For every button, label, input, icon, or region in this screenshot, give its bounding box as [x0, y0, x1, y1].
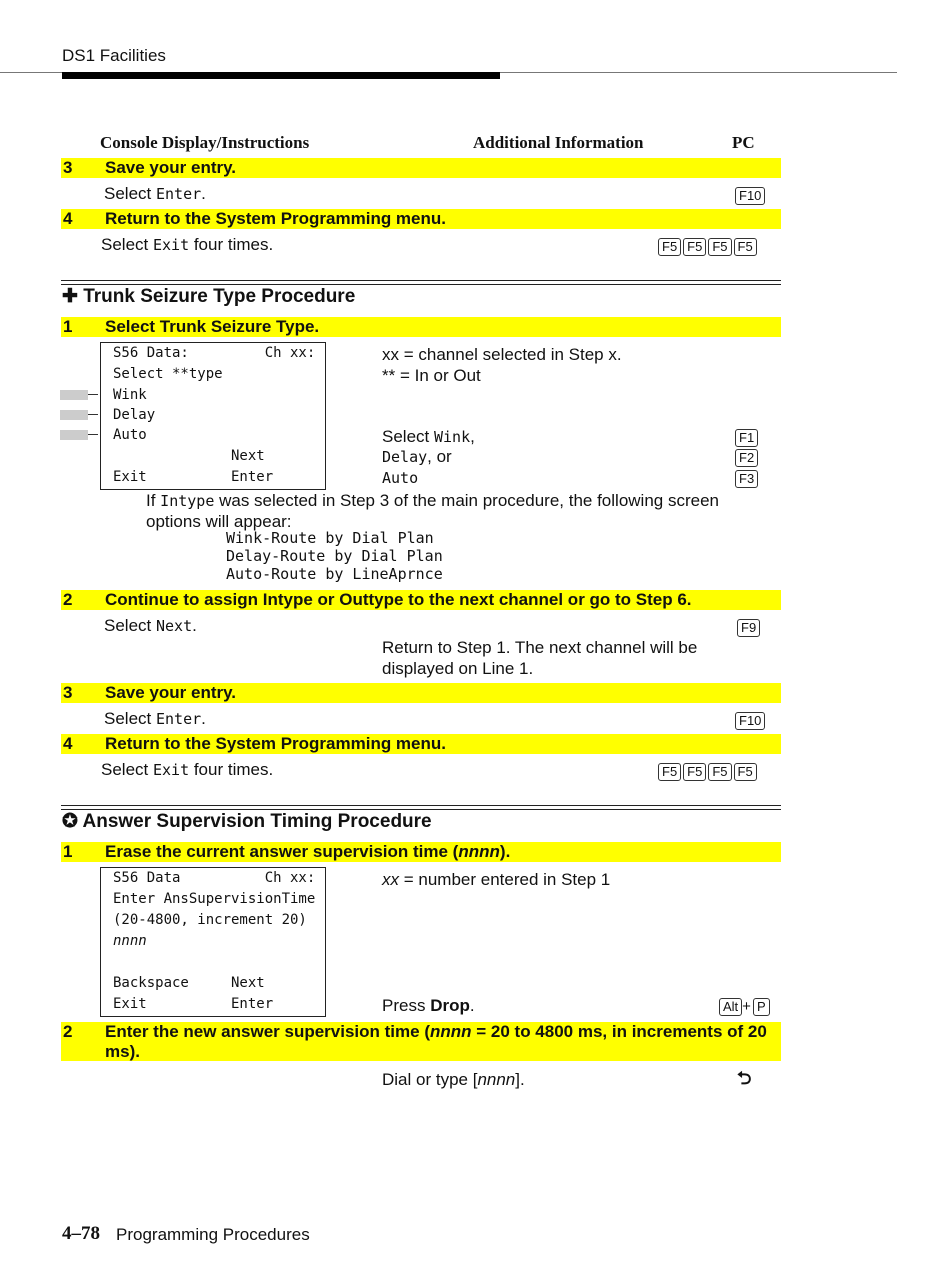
dial-icon: ⮌: [737, 1068, 752, 1088]
column-heading-info: Additional Information: [473, 133, 644, 152]
console-screen-trunk: [100, 342, 326, 490]
page-number: 4–78: [62, 1223, 100, 1244]
info-number-entered: xx = number entered in Step 1: [382, 870, 611, 889]
note-options-line: options will appear:: [146, 512, 292, 531]
step-save-entry-2: [61, 683, 781, 703]
pc-keys-f5-x4: F5 F5 F5 F5: [656, 236, 757, 256]
step-continue-assign: [61, 590, 781, 610]
instruction-select-next: Select Next.: [104, 616, 197, 635]
step-text: Return to the System Programming menu.: [105, 209, 446, 228]
instruction-select-exit-2: Select Exit four times.: [101, 760, 274, 779]
column-heading-console: Console Display/Instructions: [100, 133, 310, 152]
screen-option-auto: Auto: [113, 427, 147, 443]
instruction-select-exit: Select Exit four times.: [101, 235, 274, 254]
pc-key-f3: F3: [733, 468, 758, 488]
screen-line: Enter AnsSupervisionTime: [113, 891, 316, 907]
note-option-auto-route: Auto-Route by LineAprnce: [226, 565, 443, 583]
step-save-entry: [61, 158, 781, 178]
note-option-delay-route: Delay-Route by Dial Plan: [226, 547, 443, 565]
step-number: 2: [63, 590, 73, 609]
instruction-select-enter: Select Enter.: [104, 184, 206, 203]
instruction-select-enter-2: Select Enter.: [104, 709, 206, 728]
info-select-delay: Delay, or: [382, 447, 452, 466]
screen-option-wink: Wink: [113, 387, 147, 403]
step-enter-new-time: [61, 1022, 781, 1061]
step-text: Continue to assign Intype or Outtype to the next channel or go to Step 6.: [105, 590, 692, 609]
pc-key-f9: F9: [735, 617, 760, 637]
pc-key-f2: F2: [733, 447, 758, 467]
footer-section-title: Programming Procedures: [116, 1225, 310, 1244]
pc-key-f10-2: F10: [733, 710, 765, 730]
note-option-wink-route: Wink-Route by Dial Plan: [226, 529, 434, 547]
step-erase-time: [61, 842, 781, 862]
console-screen-answer: [100, 867, 326, 1017]
column-heading-pc: PC: [732, 133, 755, 152]
info-select-auto: Auto: [382, 469, 419, 487]
step-number: 1: [63, 317, 73, 336]
page-header-title: DS1 Facilities: [62, 46, 166, 65]
step-text: Select Trunk Seizure Type.: [105, 317, 320, 336]
screen-line: (20-4800, increment 20): [113, 912, 307, 928]
step-text: Save your entry.: [105, 158, 237, 177]
step-number: 2: [63, 1022, 73, 1041]
screen-line: S56 Data Ch xx:: [113, 870, 316, 886]
pc-keys-alt-p: Alt + P: [717, 996, 770, 1016]
step-text: Erase the current answer supervision time (nnnn).: [105, 842, 511, 861]
step-return-menu: [61, 209, 781, 229]
procedure-title-answer-supervision: ✪ Answer Supervision Timing Procedure: [62, 811, 432, 832]
info-select-wink: Select Wink,: [382, 427, 475, 446]
screen-value-nnnn: nnnn: [113, 933, 147, 949]
pc-key-f1: F1: [733, 427, 758, 447]
option-pointer-marker: [60, 410, 88, 420]
screen-softkeys-exit-enter: Exit Enter: [113, 469, 274, 485]
info-dial-or-type: Dial or type [nnnn].: [382, 1070, 525, 1089]
info-in-or-out: ** = In or Out: [382, 366, 481, 385]
info-press-drop: Press Drop.: [382, 996, 475, 1015]
step-number: 3: [63, 683, 73, 702]
note-intype: If Intype was selected in Step 3 of the main procedure, the following screen: [146, 491, 719, 510]
screen-line: S56 Data: Ch xx:: [113, 345, 316, 361]
step-text: Enter the new answer supervision time (nnnn = 20 to 4800 ms, in increments of 20 ms).: [105, 1022, 767, 1061]
step-number: 4: [63, 209, 73, 228]
option-pointer-marker: [60, 430, 88, 440]
step-number: 1: [63, 842, 73, 861]
step-select-trunk-seizure: [61, 317, 781, 337]
step-text: Return to the System Programming menu.: [105, 734, 446, 753]
pc-key-f10: F10: [733, 185, 765, 205]
screen-option-delay: Delay: [113, 407, 156, 423]
info-displayed-line1: displayed on Line 1.: [382, 659, 534, 678]
step-text: Save your entry.: [105, 683, 237, 702]
step-number: 3: [63, 158, 73, 177]
screen-softkey-next: Next: [113, 448, 265, 464]
screen-line: Select **type: [113, 366, 223, 382]
info-return-step1: Return to Step 1. The next channel will be: [382, 638, 698, 657]
procedure-title-trunk-seizure: ✚ Trunk Seizure Type Procedure: [62, 286, 356, 307]
header-bar: [62, 72, 500, 79]
screen-softkeys-exit-enter: Exit Enter: [113, 996, 274, 1012]
screen-softkeys-backspace-next: Backspace Next: [113, 975, 265, 991]
info-channel-selected: xx = channel selected in Step x.: [382, 345, 622, 364]
pc-keys-f5-x4-2: F5 F5 F5 F5: [656, 761, 757, 781]
option-pointer-marker: [60, 390, 88, 400]
step-number: 4: [63, 734, 73, 753]
step-return-menu-2: [61, 734, 781, 754]
